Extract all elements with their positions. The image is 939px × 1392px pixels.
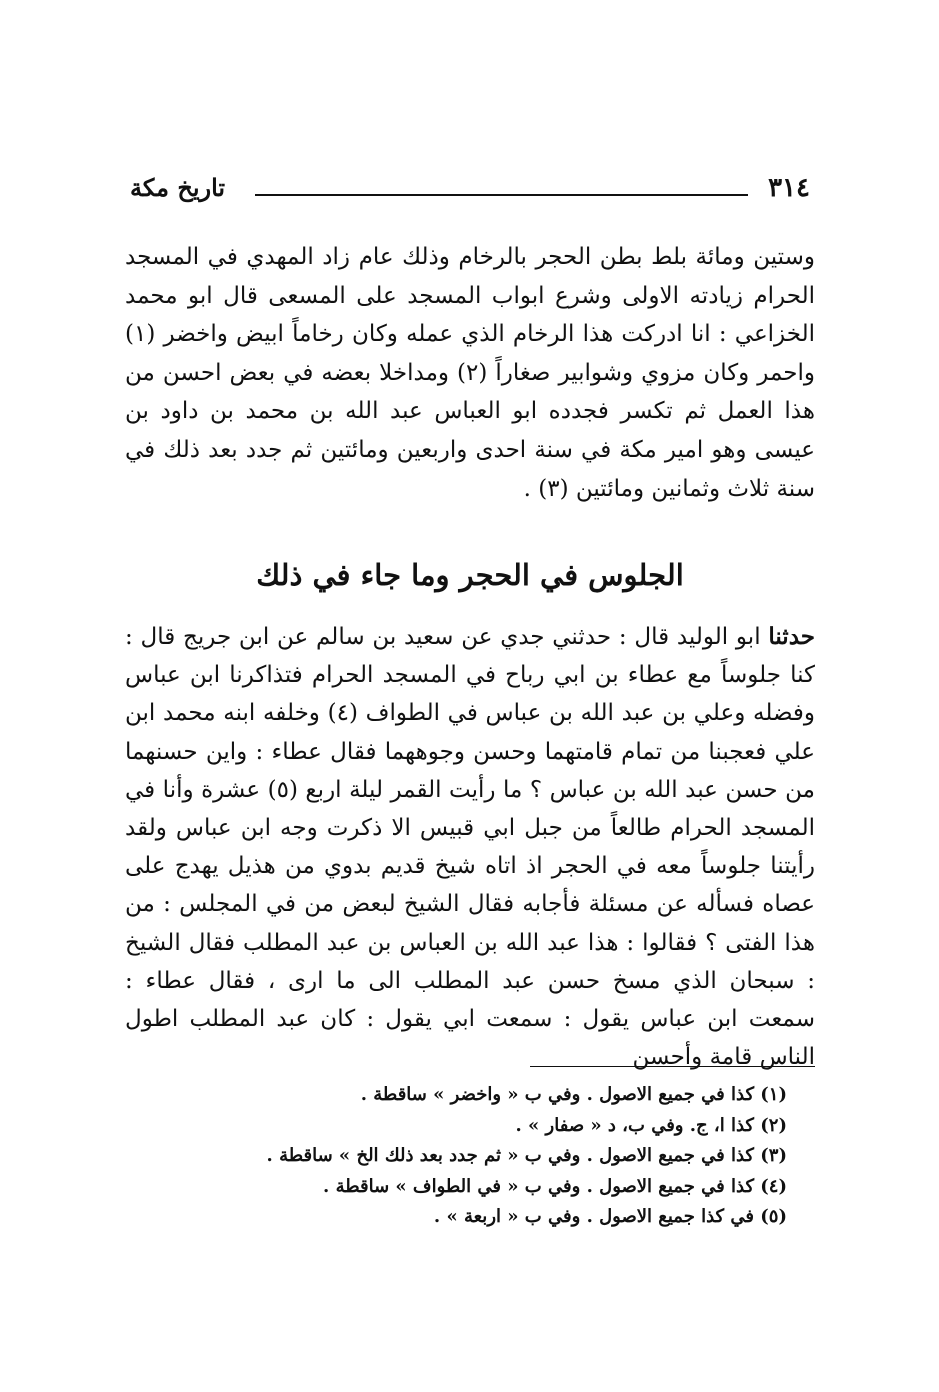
footnotes-list	[227, 1080, 787, 1233]
section-text: ابو الوليد قال : حدثني جدي عن سعيد بن سالم عن ابن جريج قال : كنا جلوساً مع عطاء بن ابي رباح في المسجد الحرام فتذاكرنا ابن عباس وفضله وعلي بن عبد الله بن عباس في الطواف (٤) وخلفه ابنه محمد ابن علي فعجبنا من تمام قامتهما وحسن وجوههما فقال عطاء : واين حسنهما من حسن عبد الله بن عباس ؟ ما رأيت القمر ليلة اربع (٥) عشرة وأنا في المسجد الحرام طالعاً من جبل ابي قبيس الا ذكرت وجه ابن عباس ولقد رأيتنا جلوساً معه في الحجر اذ اتاه شيخ قديم بدوي من هذيل يهدج على عصاه فسأله عن مسئلة فأجابه فقال الشيخ لبعض من في المجلس : من هذا الفتى ؟ فقالوا : هذا عبد الله بن العباس بن عبد المطلب فقال الشيخ : سبحان الذي مسخ حسن عبد المطلب الى ما ارى ، فقال عطاء : سمعت ابن عباس يقول : سمعت ابي يقول : كان عبد المطلب اطول الناس قامة وأحسن	[125, 624, 815, 1071]
footnote: (٢) كذا ا، ج. وفي ب، د « صفار » .	[515, 1114, 787, 1136]
header-rule	[255, 194, 748, 196]
lead-word: حدثنا	[768, 623, 815, 650]
footnote: (٥) في كذا جميع الاصول . وفي ب « اربعة » .	[433, 1206, 787, 1227]
footnote: (٤) كذا في جميع الاصول . وفي ب « في الطواف » ساقطة .	[323, 1175, 787, 1197]
page-number: ٣١٤	[768, 173, 810, 203]
running-title: تاريخ مكة	[130, 173, 226, 202]
footnote: (٣) كذا في جميع الاصول . وفي ب « ثم جدد بعد ذلك الخ » ساقطة .	[266, 1145, 787, 1166]
paragraph-text: وستين ومائة بلط بطن الحجر بالرخام وذلك عام زاد المهدي في المسجد الحرام زيادته الاولى وشرع ابواب المسجد على المسعى قال ابو محمد الخزاعي : انا ادركت هذا الرخام الذي عمله وكان رخاماً ابيض واخضر (١) واحمر وكان مزوي وشوابير صغاراً (٢) ومداخلا بعضه في بعض احسن من هذا العمل ثم تكسر فجدده ابو العباس عبد الله بن محمد بن داود بن عيسى وهو امير مكة في سنة احدى واربعين ومائتين ثم جدد بعد ذلك في سنة ثلاث وثمانين ومائتين (٣) .	[125, 244, 815, 502]
body-paragraph	[125, 238, 815, 508]
page-header	[130, 168, 810, 208]
section-paragraph	[125, 618, 815, 1076]
section-heading: الجلوس في الحجر وما جاء في ذلك	[256, 558, 684, 592]
footnote: (١) كذا في جميع الاصول . وفي ب « واخضر » ساقطة .	[360, 1084, 787, 1105]
footnote-rule	[530, 1066, 815, 1067]
